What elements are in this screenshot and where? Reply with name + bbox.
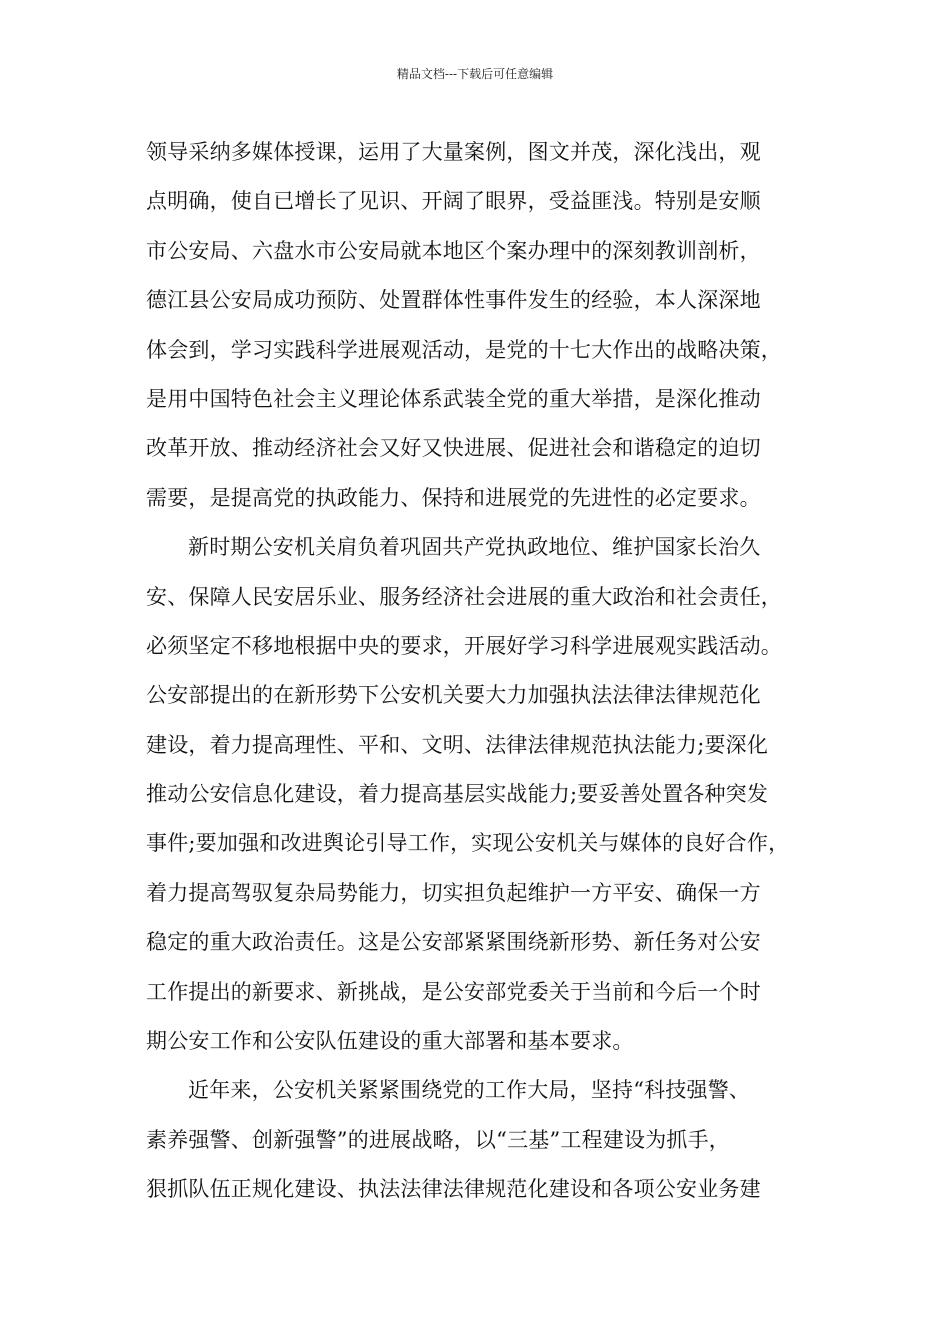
text-line: 素养强警、创新强警”的进展战略，以“三基”工程建设为抓手， (146, 1127, 731, 1152)
text-line: 狠抓队伍正规化建设、执法法律法律规范化建设和各项公安业务建 (146, 1177, 761, 1202)
text-line: 是用中国特色社会主义理论体系武装全党的重大举措，是深化推动 (146, 386, 761, 411)
text-line: 稳定的重大政治责任。这是公安部紧紧围绕新形势、新任务对公安 (146, 930, 761, 955)
text-line: 德江县公安局成功预防、处置群体性事件发生的经验，本人深深地 (146, 288, 761, 313)
text-line: 事件;要加强和改进舆论引导工作，实现公安机关与媒体的良好合作， (146, 831, 790, 856)
paragraph-first-line: 近年来，公安机关紧紧围绕党的工作大局，坚持“科技强警、 (188, 1078, 751, 1103)
page-header: 精品文档---下载后可任意编辑 (396, 67, 554, 81)
text-line: 改革开放、推动经济社会又好又快进展、促进社会和谐稳定的迫切 (146, 436, 761, 461)
paragraph-first-line: 新时期公安机关肩负着巩固共产党执政地位、维护国家长治久 (188, 535, 761, 560)
text-line: 期公安工作和公安队伍建设的重大部署和基本要求。 (146, 1029, 634, 1054)
text-line: 体会到，学习实践科学进展观活动，是党的十七大作出的战略决策， (146, 337, 782, 362)
text-line: 点明确，使自已增长了见识、开阔了眼界，受益匪浅。特别是安顺 (146, 189, 761, 214)
text-line: 推动公安信息化建设，着力提高基层实战能力;要妥善处置各种突发 (146, 782, 769, 807)
text-line: 市公安局、六盘水市公安局就本地区个案办理中的深刻教训剖析， (146, 238, 761, 263)
text-line: 安、保障人民安居乐业、服务经济社会进展的重大政治和社会责任， (146, 584, 782, 609)
text-line: 领导采纳多媒体授课，运用了大量案例，图文并茂，深化浅出，观 (146, 140, 761, 164)
text-line: 着力提高驾驭复杂局势能力，切实担负起维护一方平安、确保一方 (146, 880, 761, 905)
body-text (146, 128, 812, 1215)
text-line: 公安部提出的在新形势下公安机关要大力加强执法法律法律规范化 (146, 683, 761, 708)
text-line: 必须坚定不移地根据中央的要求，开展好学习科学进展观实践活动。 (146, 633, 782, 658)
text-line: 建设，着力提高理性、平和、文明、法律法律规范执法能力;要深化 (146, 732, 769, 757)
text-line: 需要，是提高党的执政能力、保持和进展党的先进性的必定要求。 (146, 485, 761, 510)
text-line: 工作提出的新要求、新挑战，是公安部党委关于当前和今后一个时 (146, 979, 761, 1004)
